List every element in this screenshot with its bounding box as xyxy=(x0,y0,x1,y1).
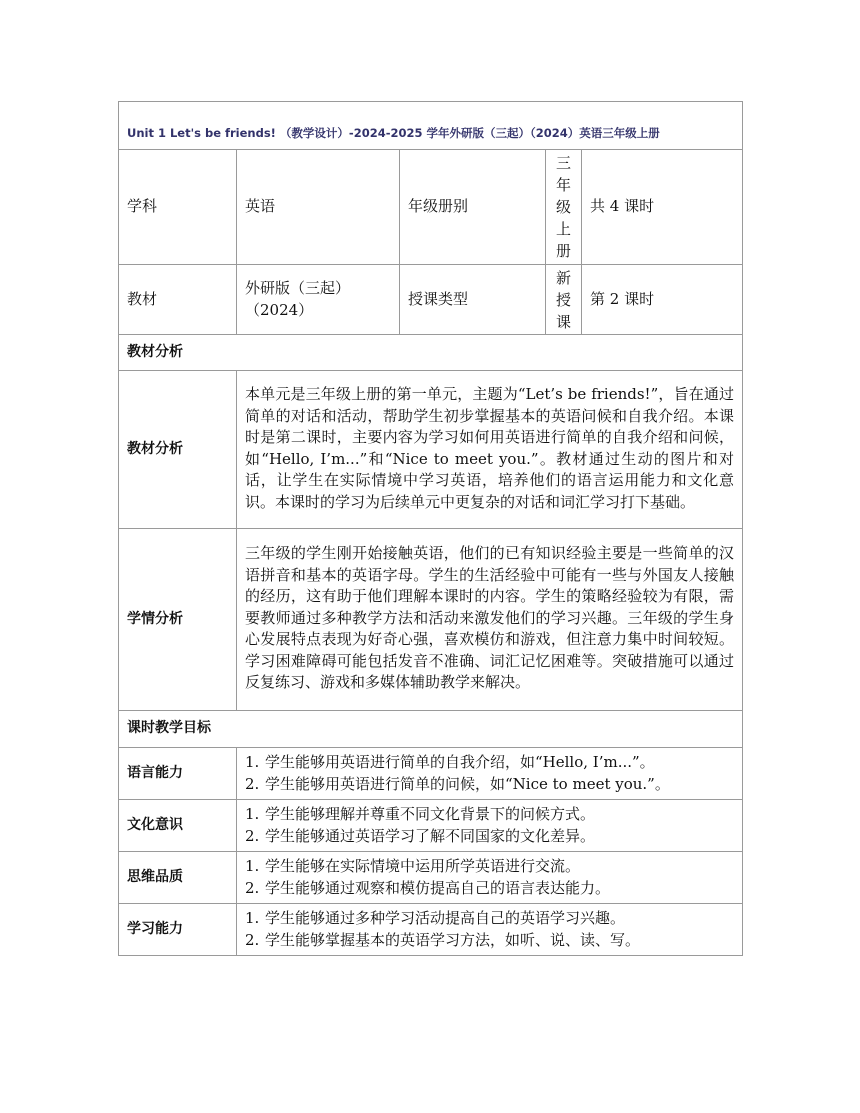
textbook-label: 教材 xyxy=(119,265,237,335)
material-analysis-text: 本单元是三年级上册的第一单元，主题为“Let’s be friends!”，旨在通过简单的对话和活动，帮助学生初步掌握基本的英语问候和自我介绍。本课时是第二课时，主要内容为学习如何用英语进行简单的自我介绍和问候，如“Hello, I’m...”和“Nice to meet you.”。教材通过生动的图片和对话，让学生在实际情境中学习英语，培养他们的语言运用能力和文化意识。本课时的学习为后续单元中更复杂的对话和词汇学习打下基础。 xyxy=(237,371,743,529)
student-analysis-text: 三年级的学生刚开始接触英语，他们的已有知识经验主要是一些简单的汉语拼音和基本的英语字母。学生的生活经验中可能有一些与外国友人接触的经历，这有助于他们理解本课时的内容。学生的策略经验较为有限，需要教师通过多种教学方法和活动来激发他们的学习兴趣。三年级的学生身心发展特点表现为好奇心强，喜欢模仿和游戏，但注意力集中时间较短。学习困难障碍可能包括发音不准确、词汇记忆困难等。突破措施可以通过反复练习、游戏和多媒体辅助教学来解决。 xyxy=(237,529,743,711)
objective-group-label: 语言能力 xyxy=(119,748,237,800)
objective-item: 2. 学生能够用英语进行简单的问候，如“Nice to meet you.”。 xyxy=(245,774,670,793)
student-analysis-label: 学情分析 xyxy=(119,529,237,711)
objective-group-label: 文化意识 xyxy=(119,800,237,852)
objective-item: 1. 学生能够用英语进行简单的自我介绍，如“Hello, I’m...”。 xyxy=(245,753,655,771)
objective-item: 1. 学生能够在实际情境中运用所学英语进行交流。 xyxy=(245,857,581,875)
objective-item: 1. 学生能够通过多种学习活动提高自己的英语学习兴趣。 xyxy=(245,909,626,927)
grade-label: 年级册别 xyxy=(400,150,546,265)
objective-group-items xyxy=(237,904,743,956)
textbook-value: 外研版（三起）（2024） xyxy=(237,265,400,335)
material-analysis-label: 教材分析 xyxy=(119,371,237,529)
lesson-type-label: 授课类型 xyxy=(400,265,546,335)
objective-item: 2. 学生能够通过英语学习了解不同国家的文化差异。 xyxy=(245,826,596,845)
objective-group-label: 思维品质 xyxy=(119,852,237,904)
subject-value: 英语 xyxy=(237,150,400,265)
subject-label: 学科 xyxy=(119,150,237,265)
lesson-plan-table xyxy=(118,101,743,956)
objective-group-items xyxy=(237,852,743,904)
lesson-type-value: 新授课 xyxy=(546,265,582,335)
section-heading-analysis: 教材分析 xyxy=(119,335,743,371)
objective-group-label: 学习能力 xyxy=(119,904,237,956)
document-title: Unit 1 Let's be friends! （教学设计）-2024-2025 学年外研版（三起）（2024）英语三年级上册 xyxy=(119,102,743,150)
total-hours: 共 4 课时 xyxy=(582,150,743,265)
section-heading-objectives: 课时教学目标 xyxy=(119,711,743,748)
objective-group-items xyxy=(237,748,743,800)
objective-item: 1. 学生能够理解并尊重不同文化背景下的问候方式。 xyxy=(245,805,596,823)
objective-item: 2. 学生能够掌握基本的英语学习方法，如听、说、读、写。 xyxy=(245,930,641,949)
objective-group-items xyxy=(237,800,743,852)
objective-item: 2. 学生能够通过观察和模仿提高自己的语言表达能力。 xyxy=(245,878,611,897)
grade-value: 三年级上册 xyxy=(546,150,582,265)
lesson-number: 第 2 课时 xyxy=(582,265,743,335)
